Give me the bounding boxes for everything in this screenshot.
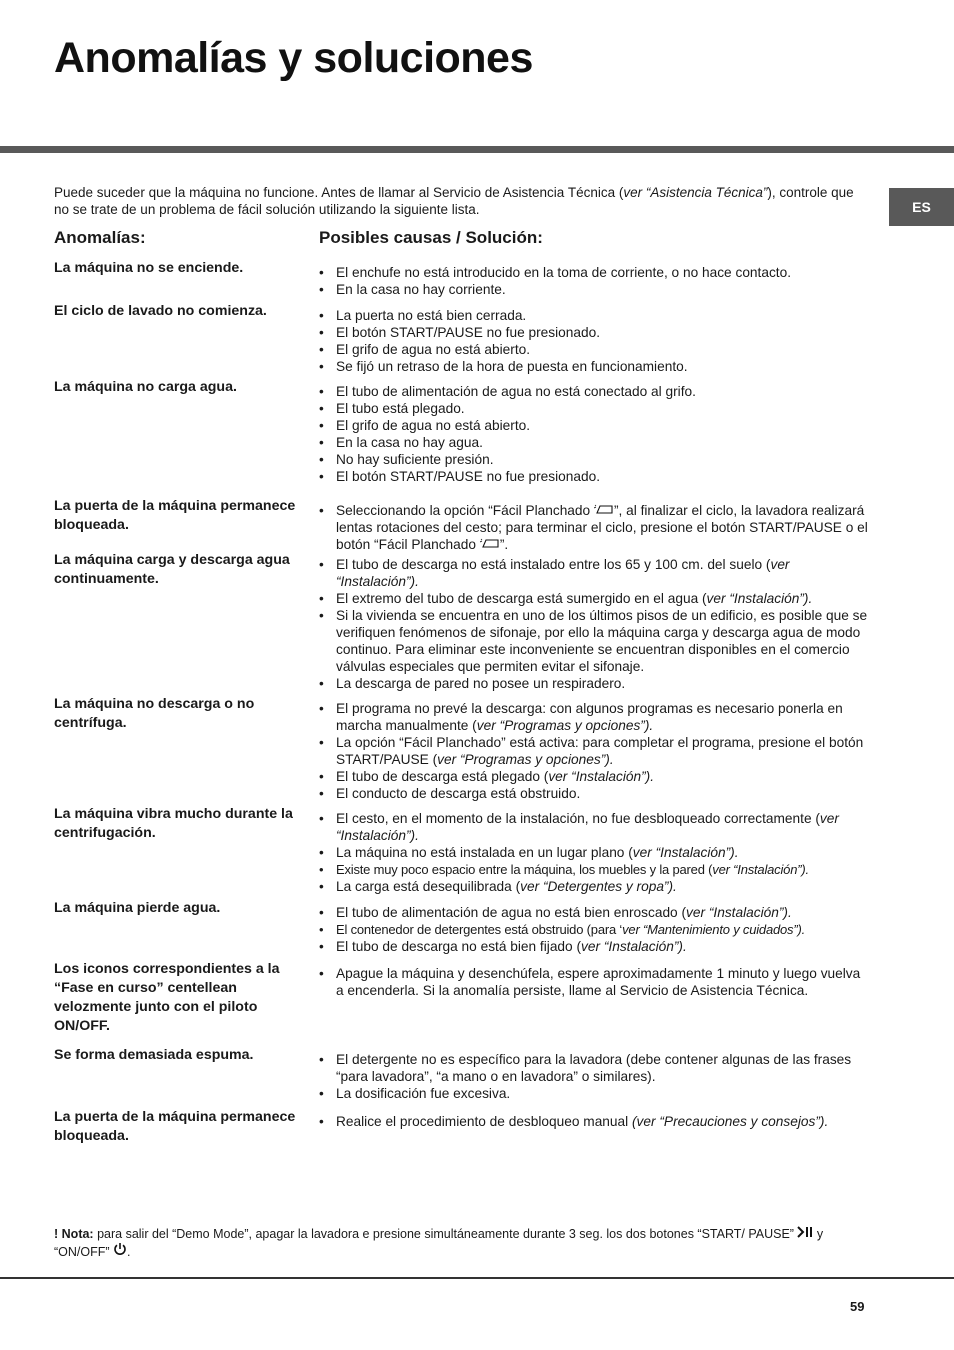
cause-list: [319, 965, 871, 999]
cause-text: Se fijó un retraso de la hora de puesta en funcionamiento.: [336, 359, 688, 374]
cause-item: [319, 607, 871, 675]
intro-text-end: ), controle que no se trate de un problema de fácil solución utilizando la siguiente lista.: [54, 185, 854, 217]
cause-item: [319, 734, 871, 768]
anomaly-label: El ciclo de lavado no comienza.: [54, 303, 267, 319]
cause-item: [319, 307, 871, 324]
cause-reference: ver “Mantenimiento y cuidados”).: [622, 922, 806, 937]
cause-reference: ver “Instalación”).: [336, 557, 790, 589]
note-mark: !: [54, 1227, 59, 1241]
cause-text: La puerta no está bien cerrada.: [336, 308, 527, 323]
anomaly-label: Los iconos correspondientes a la “Fase en curso” centellean velozmente junto con el piloto ON/OFF.: [54, 961, 280, 1034]
cause-text: El enchufe no está introducido en la toma de corriente, o no hace contacto.: [336, 265, 792, 280]
cause-text: El tubo de descarga no está bien fijado (: [336, 939, 582, 954]
causes-heading: Posibles causas / Solución:: [319, 228, 543, 247]
intro-text-start: Puede suceder que la máquina no funcione. Antes de llamar al Servicio de Asistencia Técnica (: [54, 185, 624, 200]
cause-item: [319, 768, 871, 785]
cause-item: [319, 400, 871, 417]
cause-reference: ver “Instalación”).: [706, 591, 813, 606]
cause-item: [319, 556, 871, 590]
cause-item: [319, 264, 871, 281]
cause-item: [319, 844, 871, 861]
anomaly-label: La máquina vibra mucho durante la centrifugación.: [54, 806, 293, 841]
cause-text: El tubo de descarga está plegado (: [336, 769, 549, 784]
cause-item: [319, 700, 871, 734]
demo-mode-note: [54, 1226, 854, 1260]
cause-reference: (ver “Precauciones y consejos”).: [632, 1114, 829, 1129]
bottom-divider: [0, 1277, 954, 1279]
cause-text: Apague la máquina y desenchúfela, espere aproximadamente 1 minuto y luego vuelva a encenderla. Si la anomalía persiste, llame al Servicio de Asistencia Técnica.: [336, 966, 861, 998]
cause-item: [319, 1113, 871, 1130]
anomaly-label: La máquina carga y descarga agua continuamente.: [54, 552, 290, 587]
cause-text: El tubo de alimentación de agua no está conectado al grifo.: [336, 384, 696, 399]
cause-list: [319, 307, 871, 375]
note-text-end: .: [127, 1245, 131, 1259]
anomaly-label: La máquina no descarga o no centrífuga.: [54, 696, 255, 731]
note-text: para salir del “Demo Mode”, apagar la lavadora e presione simultáneamente durante 3 seg. los dos botones “START/ PAUSE”: [93, 1227, 798, 1241]
cause-item: [319, 1085, 871, 1102]
cause-list: [319, 1051, 871, 1102]
page-title: Anomalías y soluciones: [54, 34, 533, 82]
anomaly-label: La puerta de la máquina permanece bloqueada.: [54, 1109, 296, 1144]
cause-item: [319, 281, 871, 298]
cause-text: Si la vivienda se encuentra en uno de los últimos pisos de un edificio, es posible que se verifiquen fenómenos de sifonaje, por ello la máquina carga y descarga agua de modo continuo. Para eliminar este inconveniente se encuentran disponibles en el comercio válvulas especiales que permiten evitar el sifonaje.: [336, 608, 868, 674]
cause-item: [319, 938, 871, 955]
anomaly-label: La máquina no se enciende.: [54, 260, 244, 276]
note-text-mid: y “ON/OFF”: [54, 1227, 824, 1259]
language-tab: ES: [889, 188, 954, 226]
cause-item: [319, 590, 871, 607]
intro-paragraph: [54, 185, 854, 218]
anomaly-label: La máquina pierde agua.: [54, 900, 221, 916]
cause-item: [319, 965, 871, 999]
play-pause-icon: [797, 1226, 813, 1242]
cause-text: El botón START/PAUSE no fue presionado.: [336, 325, 601, 340]
cause-text: El extremo del tubo de descarga está sumergido en el agua (: [336, 591, 707, 606]
cause-list: [319, 810, 871, 895]
cause-item: [319, 417, 871, 434]
top-divider: [0, 146, 954, 153]
cause-item: [319, 451, 871, 468]
cause-item: [319, 675, 871, 692]
cause-item: [319, 904, 871, 921]
anomalies-heading: Anomalías:: [54, 228, 146, 247]
cause-reference: ver “Instalación”).: [632, 845, 739, 860]
cause-list: [319, 502, 871, 553]
cause-item: [319, 785, 871, 802]
cause-list: [319, 1113, 871, 1130]
cause-reference: ver “Instalación”).: [581, 939, 687, 954]
cause-reference: ver “Instalación”).: [686, 905, 792, 920]
cause-reference: ver “Instalación”).: [548, 769, 655, 784]
cause-text: El tubo de alimentación de agua no está bien enroscado (: [336, 905, 687, 920]
page-number: 59: [850, 1299, 865, 1314]
cause-text: El grifo de agua no está abierto.: [336, 342, 531, 357]
cause-text: Existe muy poco espacio entre la máquina, los muebles y la pared (: [336, 862, 713, 877]
anomaly-label: Se forma demasiada espuma.: [54, 1047, 254, 1063]
cause-item: [319, 1051, 871, 1085]
cause-text: La carga está desequilibrada (: [336, 879, 521, 894]
anomaly-label: La máquina no carga agua.: [54, 379, 237, 395]
cause-item: [319, 861, 871, 878]
cause-text: El conducto de descarga está obstruido.: [336, 786, 581, 801]
cause-text: La máquina no está instalada en un lugar plano (: [336, 845, 633, 860]
cause-text: El grifo de agua no está abierto.: [336, 418, 531, 433]
cause-list: [319, 264, 871, 298]
cause-item: [319, 358, 871, 375]
iron-icon: [594, 502, 614, 519]
cause-text: El detergente no es específico para la lavadora (debe contener algunas de las frases “para lavadora”, “a mano o en lavadora” o similares).: [336, 1052, 852, 1084]
cause-item: [319, 878, 871, 895]
cause-reference: ver “Programas y opciones”).: [437, 752, 614, 767]
cause-text: No hay suficiente presión.: [336, 452, 494, 467]
cause-text: La opción “Fácil Planchado” está activa: para completar el programa, presione el botón START/PAUSE (: [336, 735, 864, 767]
cause-item: [319, 810, 871, 844]
cause-reference: ver “Instalación”).: [712, 862, 809, 877]
cause-text: En la casa no hay agua.: [336, 435, 483, 450]
cause-text: El tubo está plegado.: [336, 401, 465, 416]
iron-icon: [480, 536, 500, 553]
cause-item: [319, 468, 871, 485]
cause-item: [319, 324, 871, 341]
cause-list: [319, 904, 871, 955]
cause-text: La dosificación fue excesiva.: [336, 1086, 511, 1101]
anomaly-label: La puerta de la máquina permanece bloqueada.: [54, 498, 296, 533]
cause-text: La descarga de pared no posee un respiradero.: [336, 676, 626, 691]
cause-text-cont: ”, al finalizar el ciclo, la lavadora realizará lentas rotaciones del cesto; para terminar el ciclo, presione el botón START/PAUSE o el botón “Fácil Planchado: [336, 503, 868, 552]
cause-text: En la casa no hay corriente.: [336, 282, 506, 297]
cause-list: [319, 383, 871, 485]
cause-item: [319, 434, 871, 451]
cause-item: [319, 341, 871, 358]
cause-text: El tubo de descarga no está instalado entre los 65 y 100 cm. del suelo (: [336, 557, 771, 572]
cause-item: [319, 502, 871, 553]
cause-text: El contenedor de detergentes está obstruido (para ‘: [336, 922, 623, 937]
cause-reference: ver “Programas y opciones”).: [476, 718, 654, 733]
cause-text: El programa no prevé la descarga: con algunos programas es necesario ponerla en marcha manualmente (: [336, 701, 843, 733]
cause-list: [319, 556, 871, 692]
cause-item: [319, 383, 871, 400]
note-label: Nota:: [61, 1227, 94, 1241]
power-icon: [113, 1242, 127, 1260]
cause-reference: ver “Detergentes y ropa”).: [520, 879, 677, 894]
cause-reference: ver “Instalación”).: [336, 811, 839, 843]
cause-text: Realice el procedimiento de desbloqueo manual: [336, 1114, 632, 1129]
intro-reference: ver “Asistencia Técnica”: [623, 185, 768, 200]
cause-item: [319, 921, 871, 938]
cause-text: El cesto, en el momento de la instalación, no fue desbloqueado correctamente (: [336, 811, 820, 826]
cause-text-end: ”.: [499, 537, 509, 552]
cause-text: El botón START/PAUSE no fue presionado.: [336, 469, 601, 484]
cause-list: [319, 700, 871, 802]
cause-text: Seleccionando la opción “Fácil Planchado: [336, 503, 594, 518]
